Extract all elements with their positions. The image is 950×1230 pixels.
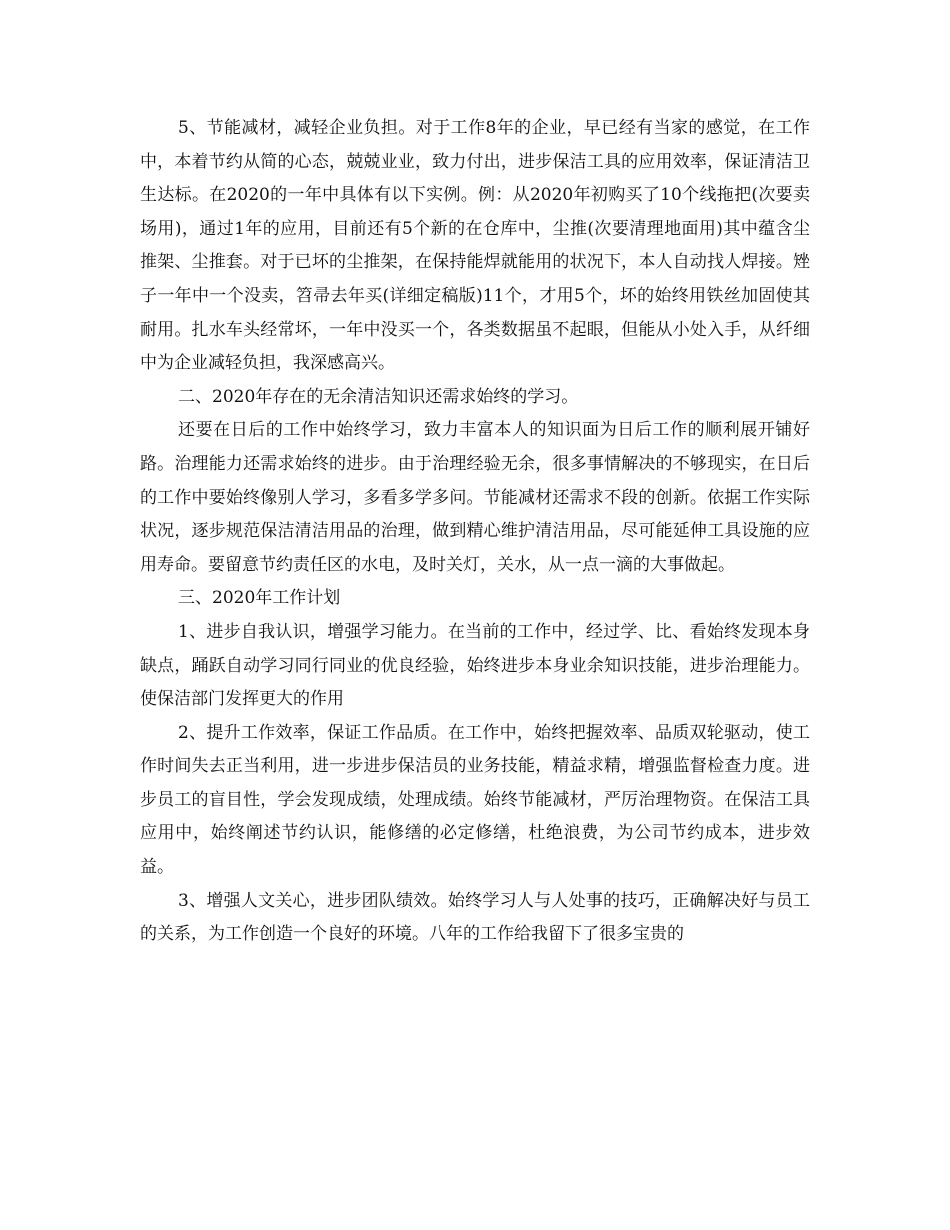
paragraph-team-performance: 3、增强人文关心，进步团队绩效。始终学习人与人处事的技巧，正确解决好与员工的关系，为工作创造一个良好的环境。八年的工作给我留下了很多宝贵的 — [140, 890, 810, 945]
heading-2020-shortcomings: 二、2020年存在的无余清洁知识还需求始终的学习。 — [178, 386, 579, 407]
paragraph-cost-saving: 5、节能减材，减轻企业负担。对于工作8年的企业，早已经有当家的感觉，在工作中，本着节约从简的心态，兢兢业业，致力付出，进步保洁工具的应用效率，保证清洁卫生达标。在2020的一年中具体有以下实例。例：从2020年初购买了10个线拖把(次要卖场用)，通过1年的应用，目前还有5个新的在仓库中，尘推(次要清理地面用)其中蕴含尘推架、尘推套。对于已坏的尘推架，在保持能焊就能用的状况下，本人自动找人焊接。矬子一年中一个没卖，笤帚去年买(详细定稿版)11个，才用5个，坏的始终用铁丝加固使其耐用。扎水车头经常坏，一年中没买一个，各类数据虽不起眼，但能从小处入手，从纤细中为企业减轻负担，我深感高兴。 — [140, 118, 810, 374]
heading-2020-work-plan: 三、2020年工作计划 — [178, 588, 341, 609]
paragraph-work-efficiency: 2、提升工作效率，保证工作品质。在工作中，始终把握效率、品质双轮驱动，使工作时间失去正当利用，进一步进步保洁员的业务技能，精益求精，增强监督检查力度。进步员工的盲目性，学会发现成绩，处理成绩。始终节能减材，严厉治理物资。在保洁工具应用中，始终阐述节约认识，能修缮的必定修缮，杜绝浪费，为公司节约成本，进步效益。 — [140, 722, 810, 878]
paragraph-self-awareness: 1、进步自我认识，增强学习能力。在当前的工作中，经过学、比、看始终发现本身缺点，踊跃自动学习同行同业的优良经验，始终进步本身业余知识技能，进步治理能力。使保洁部门发挥更大的作用 — [140, 621, 810, 710]
paragraph-learning-plan: 还要在日后的工作中始终学习，致力丰富本人的知识面为日后工作的顺利展开铺好路。治理能力还需求始终的进步。由于治理经验无余，很多事情解决的不够现实，在日后的工作中要始终像别人学习，多看多学多问。节能减材还需求不段的创新。依据工作实际状况，逐步规范保洁清洁用品的治理，做到精心维护清洁用品，尽可能延伸工具设施的应用寿命。要留意节约责任区的水电，及时关灯，关水，从一点一滴的大事做起。 — [140, 420, 810, 575]
document-body — [140, 112, 810, 952]
